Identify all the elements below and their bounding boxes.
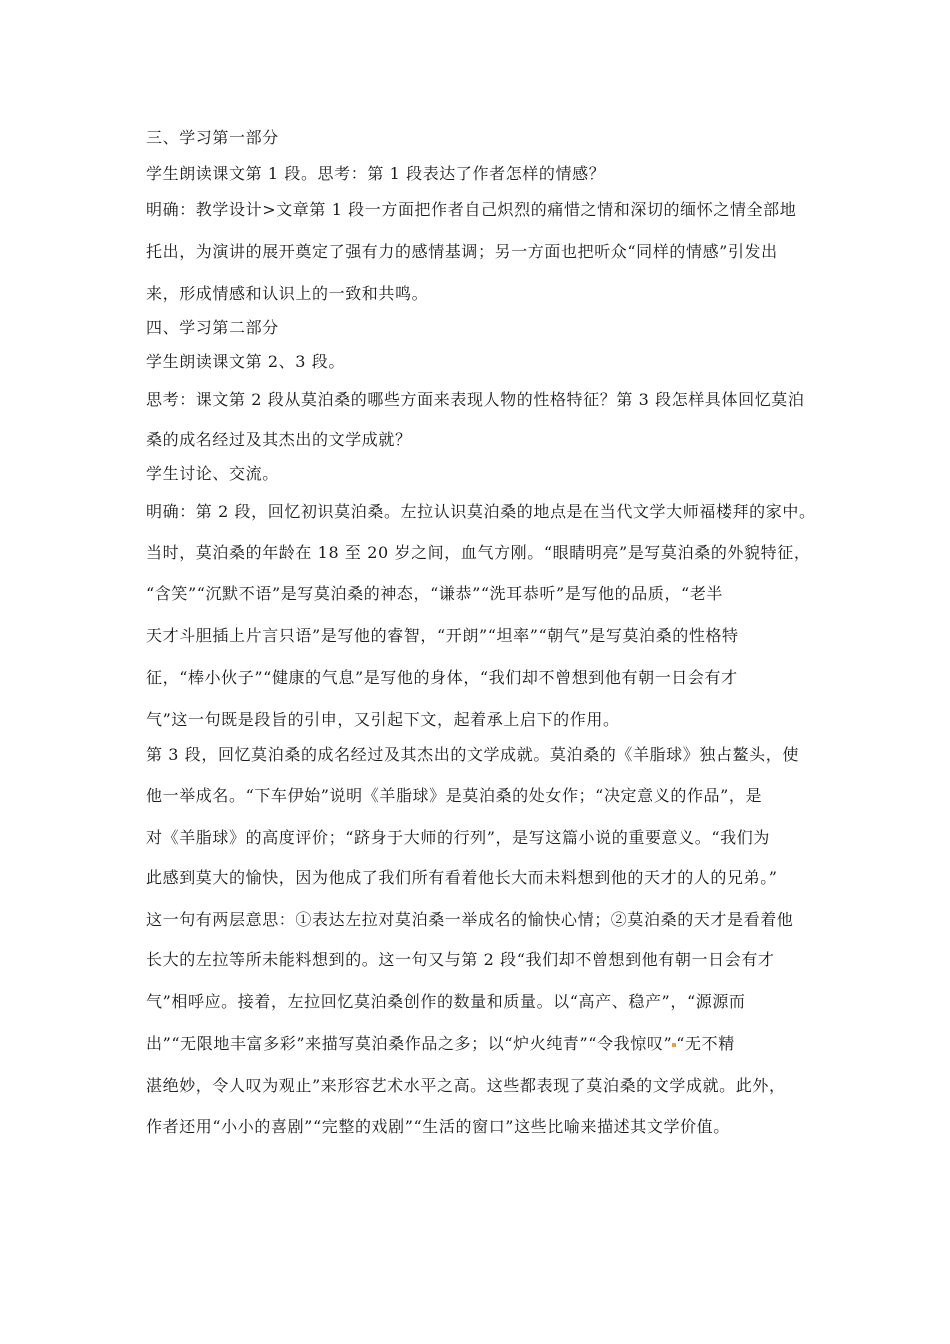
paragraph-line: 作者还用“小小的喜剧”“完整的戏剧”“生活的窗口”这些比喻来描述其文学价值。 (146, 1117, 730, 1136)
paragraph-line: 学生讨论、交流。 (146, 464, 279, 483)
paragraph-line: 学生朗读课文第 2、3 段。 (146, 352, 345, 371)
paragraph-line: 托出，为演讲的展开奠定了强有力的感情基调；另一方面也把听众“同样的情感”引发出 (146, 242, 778, 261)
paragraph-line: 这一句有两层意思：①表达左拉对莫泊桑一举成名的愉快心情；②莫泊桑的天才是看着他 (146, 910, 794, 929)
paragraph-line: 明确：教学设计>文章第 1 段一方面把作者自己炽烈的痛惜之情和深切的缅怀之情全部地 (146, 200, 797, 219)
paragraph-line: 桑的成名经过及其杰出的文学成就？ (146, 430, 412, 449)
paragraph-line: 征，“棒小伙子”“健康的气息”是写他的身体，“我们却不曾想到他有朝一日会有才 (146, 668, 738, 687)
heading-part-three: 三、学习第一部分 (146, 128, 279, 147)
paragraph-line-part: “无不精 (676, 1034, 735, 1053)
paragraph-line: 明确：第 2 段，回忆初识莫泊桑。左拉认识莫泊桑的地点是在当代文学大师福楼拜的家中。 (146, 502, 816, 521)
paragraph-line: 长大的左拉等所未能料想到的。这一句又与第 2 段“我们却不曾想到他有朝一日会有才 (146, 950, 775, 969)
heading-part-four: 四、学习第二部分 (146, 318, 279, 337)
paragraph-line: 他一举成名。“下车伊始”说明《羊脂球》是莫泊桑的处女作；“决定意义的作品”，是 (146, 786, 763, 805)
paragraph-line: 此感到莫大的愉快，因为他成了我们所有看着他长大而未料想到他的天才的人的兄弟。” (146, 868, 778, 887)
paragraph-line: 思考：课文第 2 段从莫泊桑的哪些方面来表现人物的性格特征？第 3 段怎样具体回忆莫泊 (146, 390, 805, 409)
paragraph-line: 来，形成情感和认识上的一致和共鸣。 (146, 284, 429, 303)
paragraph-line: 学生朗读课文第 1 段。思考：第 1 段表达了作者怎样的情感？ (146, 164, 606, 183)
paragraph-line (146, 1034, 735, 1054)
paragraph-line: 对《羊脂球》的高度评价；“跻身于大师的行列”，是写这篇小说的重要意义。“我们为 (146, 828, 770, 847)
paragraph-line: 气”这一句既是段旨的引申，又引起下文，起着承上启下的作用。 (146, 710, 620, 729)
paragraph-line: “含笑”“沉默不语”是写莫泊桑的神态，“谦恭”“洗耳恭听”是写他的品质，“老半 (146, 584, 724, 603)
paragraph-line: 第 3 段，回忆莫泊桑的成名经过及其杰出的文学成就。莫泊桑的《羊脂球》独占鳌头，使 (146, 745, 799, 764)
paragraph-line-part: 出”“无限地丰富多彩”来描写莫泊桑作品之多；以“炉火纯青”“令我惊叹” (146, 1034, 673, 1053)
paragraph-line: 天才斗胆插上片言只语”是写他的睿智，“开朗”“坦率”“朝气”是写莫泊桑的性格特 (146, 626, 739, 645)
paragraph-line: 湛绝妙，令人叹为观止”来形容艺术水平之高。这些都表现了莫泊桑的文学成就。此外， (146, 1076, 786, 1095)
paragraph-line: 气”相呼应。接着，左拉回忆莫泊桑创作的数量和质量。以“高产、稳产”，“源源而 (146, 992, 746, 1011)
paragraph-line: 当时，莫泊桑的年龄在 18 至 20 岁之间，血气方刚。“眼睛明亮”是写莫泊桑的外貌特征， (146, 543, 811, 562)
